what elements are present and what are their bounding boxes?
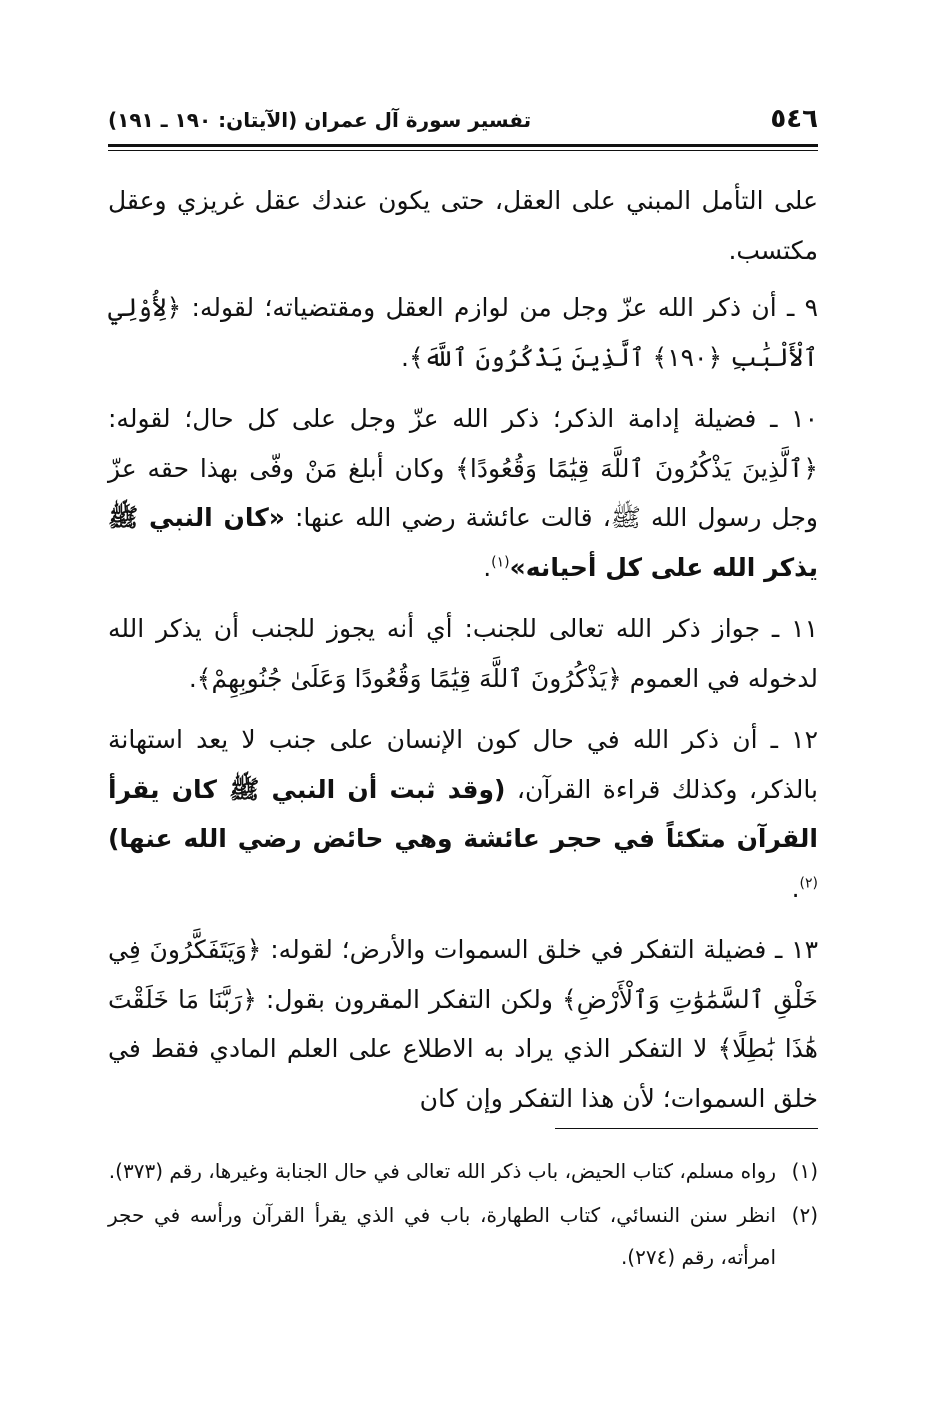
paragraph-10-lead: ١٠ ـ فضيلة إدامة الذكر؛ ذكر الله عزّ وجل على كل حال؛ لقوله: (108, 404, 818, 433)
quran-quote: ﴿ٱلَّذِينَ يَذْكُرُونَ ٱللَّهَ قِيَٰمًا وَقُعُودًا﴾ (455, 453, 818, 483)
paragraph-13 (108, 925, 818, 1123)
header-rule-thick (108, 144, 818, 147)
quran-quote: ﴿وَيَتَفَكَّرُونَ فِي خَلْقِ ٱلسَّمَٰوَٰتِ وَٱلْأَرْضِ﴾ (108, 935, 818, 1014)
footnote-2 (108, 1194, 818, 1278)
page-number: ٥٤٦ (770, 104, 818, 134)
paragraph-13-end: لا التفكر الذي يراد به الاطلاع على العلم المادي فقط في خلق السموات؛ لأن هذا التفكر وإن كان (108, 1034, 818, 1113)
footnotes (108, 1150, 818, 1280)
footnote-ref-1: (١) (491, 554, 510, 571)
paragraph-12-lead: ١٢ ـ أن ذكر الله في حال كون الإنسان على جنب لا يعد استهانة بالذكر، وكذلك قراءة القرآن، (108, 725, 818, 804)
footnote-text: رواه مسلم، كتاب الحيض، باب ذكر الله تعالى في حال الجنابة وغيرها، رقم (٣٧٣). (108, 1159, 776, 1183)
paragraph-12-end: . (791, 873, 800, 903)
hadith-quote: (وقد ثبت أن النبي ﷺ كان يقرأ القرآن متكئاً في حجر عائشة وهي حائض رضي الله عنها) (108, 774, 818, 853)
footnote-ref-2: (٢) (799, 875, 818, 892)
quran-quote: ﴿لِأُوْلِي ٱلْأَلْبَٰبِ ﴿١٩٠﴾ ٱلَّذِينَ يَذْكُرُونَ ٱللَّهَ﴾ (108, 293, 818, 372)
paragraph-11 (108, 604, 818, 703)
paragraph-13-mid: ولكن التفكر المقرون بقول: (256, 984, 562, 1014)
footnote-separator (555, 1128, 818, 1129)
paragraph-9 (108, 283, 818, 382)
paragraph-9-lead: ٩ ـ أن ذكر الله عزّ وجل من لوازم العقل ومقتضياته؛ لقوله: (181, 293, 818, 322)
hadith-quote: «كان النبي ﷺ يذكر الله على كل أحيانه» (108, 503, 818, 582)
paragraph-1-text: على التأمل المبني على العقل، حتى يكون عندك عقل غريزي وعقل مكتسب. (108, 186, 818, 265)
paragraph-11-lead: ١١ ـ جواز ذكر الله تعالى للجنب: أي أنه يجوز للجنب أن يذكر الله لدخوله في العموم (108, 614, 818, 693)
body-text (108, 176, 818, 1135)
paragraph-10 (108, 394, 818, 592)
paragraph-11-end: . (188, 663, 197, 693)
footnote-text: انظر سنن النسائي، كتاب الطهارة، باب في الذي يقرأ القرآن ورأسه في حجر امرأته، رقم (٢٧٤). (108, 1203, 776, 1269)
footnote-marker: (٢) (791, 1203, 818, 1227)
page-header (108, 104, 818, 134)
paragraph-9-end: . (401, 342, 409, 372)
footnote-marker: (١) (791, 1159, 818, 1183)
footnote-1 (108, 1150, 818, 1192)
header-rule-thin (108, 150, 818, 151)
paragraph-10-end: . (483, 552, 492, 582)
paragraph-1 (108, 176, 818, 275)
paragraph-13-lead: ١٣ ـ فضيلة التفكر في خلق السموات والأرض؛ لقوله: (261, 935, 819, 964)
running-title: تفسير سورة آل عمران (الآيتان: ١٩٠ ـ ١٩١) (108, 108, 532, 132)
quran-quote: ﴿يَذْكُرُونَ ٱللَّهَ قِيَٰمًا وَقُعُودًا وَعَلَىٰ جُنُوبِهِمْ﴾ (196, 663, 622, 693)
quran-quote: ﴿رَبَّنَا مَا خَلَقْتَ هَٰذَا بَٰطِلًا﴾ (108, 984, 818, 1063)
paragraph-10-mid: وكان أبلغ مَنْ وفّى بهذا حقه عزّ وجل رسول الله ﷺ، قالت عائشة رضي الله عنها: (108, 453, 818, 532)
paragraph-12 (108, 715, 818, 913)
